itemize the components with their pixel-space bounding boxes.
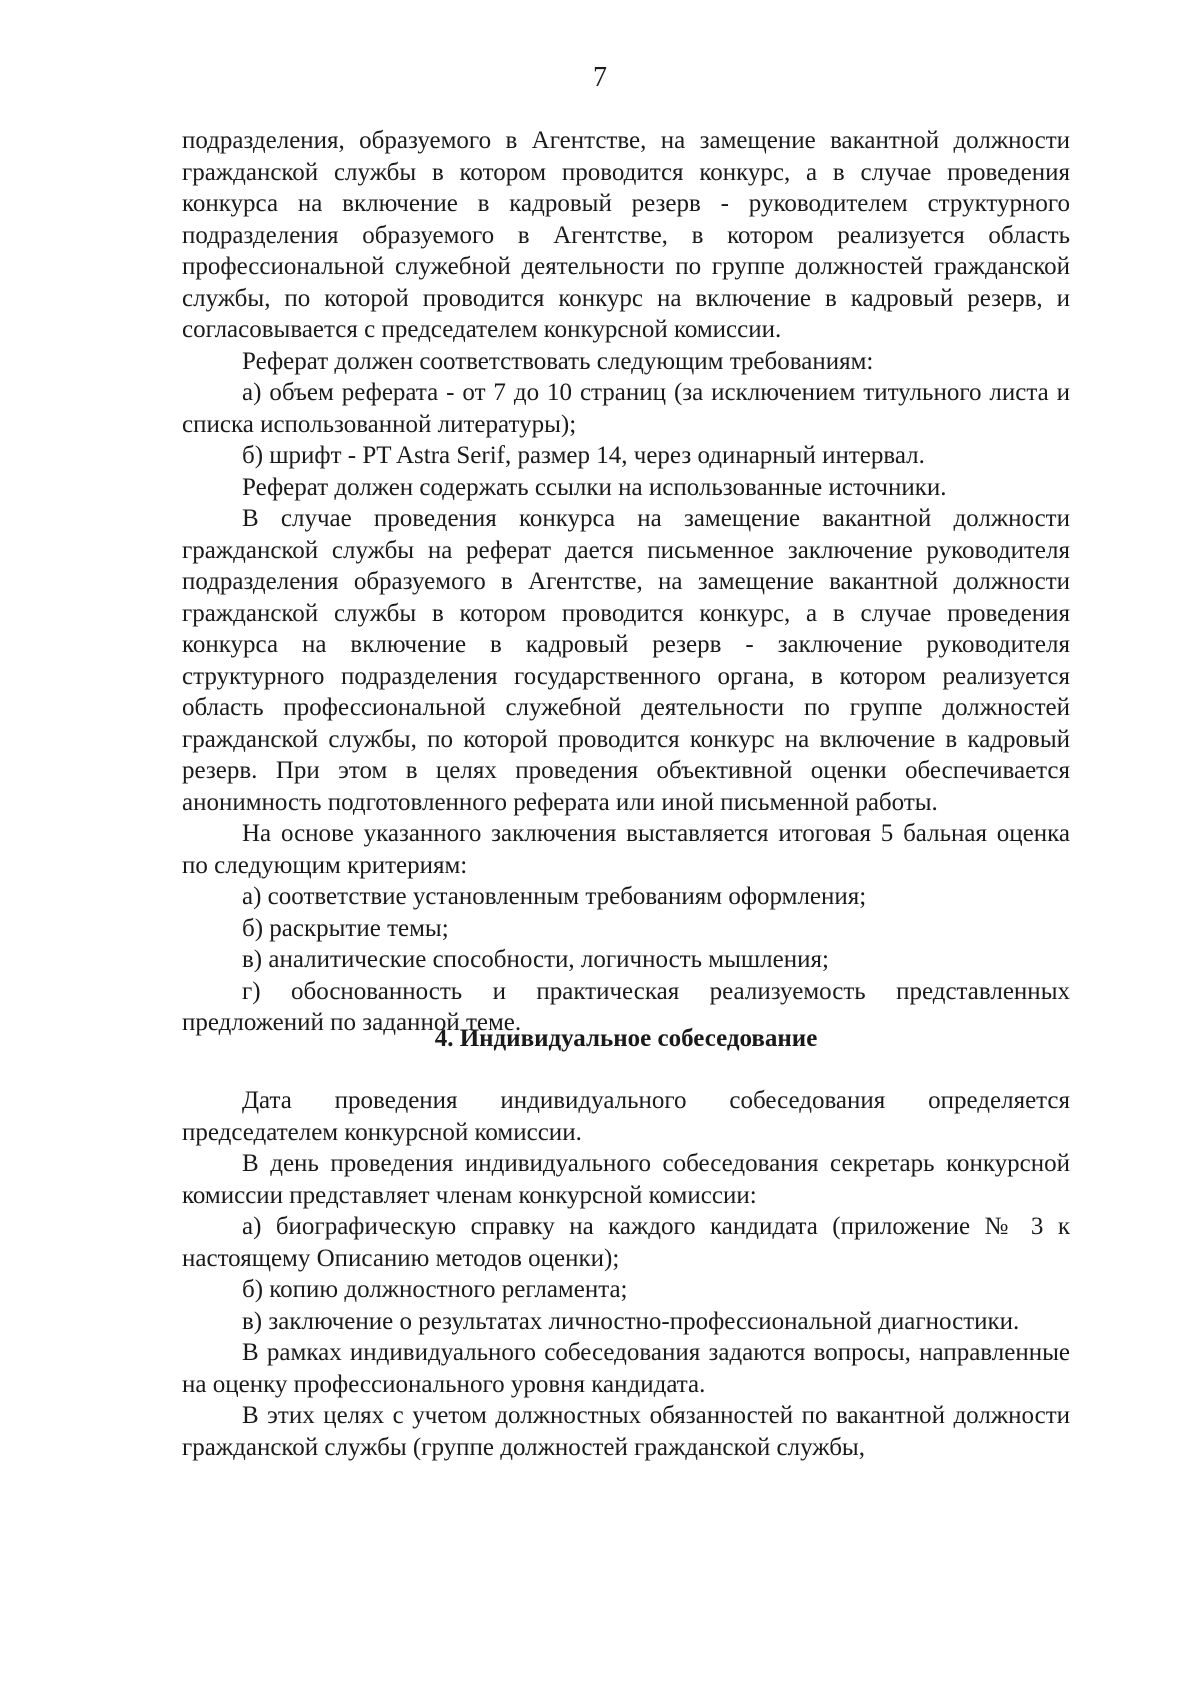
paragraph-questions: В рамках индивидуального собеседования задаются вопросы, направленные на оценку профессионального уровня кандидата. xyxy=(182,1339,1070,1398)
list-item-feasibility: г) обоснованность и практическая реализуемость представленных предложений по заданной теме. xyxy=(182,977,1070,1036)
section-heading: 4. Индивидуальное собеседование xyxy=(434,1025,818,1052)
paragraph-secretary: В день проведения индивидуального собеседования секретарь конкурсной комиссии представляет членам конкурсной комиссии: xyxy=(182,1150,1070,1209)
paragraph-requirements-intro: Реферат должен соответствовать следующим требованиям: xyxy=(242,347,874,375)
section-a-body xyxy=(182,125,1070,1039)
list-item-topic: б) раскрытие темы; xyxy=(242,914,449,942)
list-item-regulation: б) копию должностного регламента; xyxy=(242,1276,628,1303)
list-item-font: б) шрифт - PT Astra Serif, размер 14, через одинарный интервал. xyxy=(242,442,925,469)
list-item-analytics: в) аналитические способности, логичность мышления; xyxy=(242,946,829,973)
list-item-volume: а) объем реферата - от 7 до 10 страниц (за исключением титульного листа и списка использованной литературы); xyxy=(182,379,1070,438)
paragraph-duties: В этих целях с учетом должностных обязанностей по вакантной должности гражданской службы (группе должностей гражданской службы, xyxy=(182,1402,1070,1461)
section-4-header xyxy=(182,1022,1070,1056)
paragraph-continuation: подразделения, образуемого в Агентстве, на замещение вакантной должности гражданской службы в котором проводится конкурс, а в случае проведения конкурса на включение в кадровый резерв - руководителем структурного подразделения образуемого в Агентстве, в котором реализуется область профессиональной служебной деятельности по группе должностей гражданской службы, по которой проводится конкурс на включение в кадровый резерв, и согласовывается с председателем конкурсной комиссии. xyxy=(182,127,1070,343)
list-item-formatting: а) соответствие установленным требованиям оформления; xyxy=(242,883,867,910)
paragraph-interview-date: Дата проведения индивидуального собеседования определяется председателем конкурсной комиссии. xyxy=(182,1087,1070,1146)
page-number: 7 xyxy=(593,62,607,93)
section-4-body xyxy=(182,1085,1070,1463)
paragraph-conclusion: В случае проведения конкурса на замещение вакантной должности гражданской службы на реферат дается письменное заключение руководителя подразделения образуемого в Агентстве, на замещение вакантной должности гражданской службы в котором проводится конкурс, а в случае проведения конкурса на включение в кадровый резерв - заключение руководителя структурного подразделения государственного органа, в котором реализуется область профессиональной служебной деятельности по группе должностей гражданской службы, по которой проводится конкурс на включение в кадровый резерв. При этом в целях проведения объективной оценки обеспечивается анонимность подготовленного реферата или иной письменной работы. xyxy=(182,505,1070,816)
paragraph-criteria-intro: На основе указанного заключения выставляется итоговая 5 бальная оценка по следующим критериям: xyxy=(182,820,1070,879)
paragraph-references: Реферат должен содержать ссылки на использованные источники. xyxy=(242,473,947,501)
list-item-biography: а) биографическую справку на каждого кандидата (приложение № 3 к настоящему Описанию методов оценки); xyxy=(182,1213,1070,1272)
list-item-diagnostics: в) заключение о результатах личностно-профессиональной диагностики. xyxy=(242,1307,1020,1335)
